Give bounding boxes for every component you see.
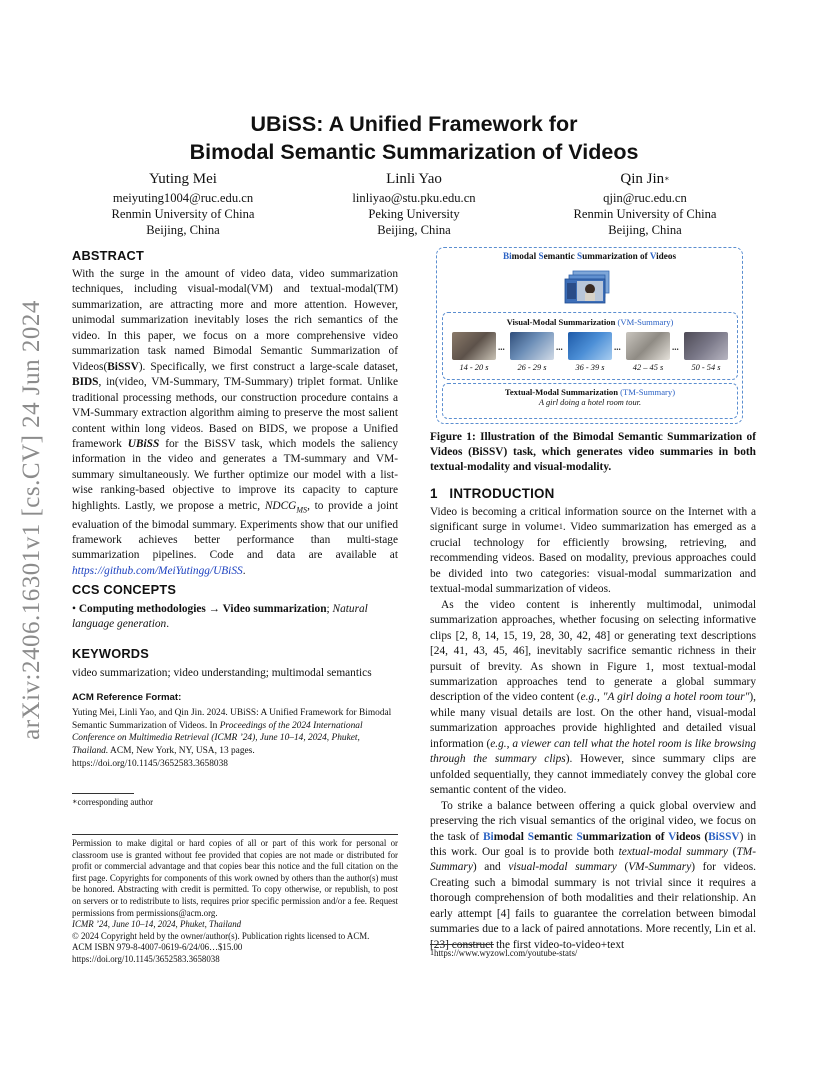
author-email: linliyao@stu.pku.edu.cn <box>352 191 476 205</box>
section-title: INTRODUCTION <box>449 486 555 501</box>
ellipsis: ... <box>498 342 505 352</box>
frame-strip <box>448 332 738 360</box>
figure-1 <box>436 247 743 424</box>
arxiv-stamp <box>14 285 50 755</box>
acm-ref-heading: ACM Reference Format: <box>72 692 182 703</box>
author-location: Beijing, China <box>608 223 682 237</box>
author-name-row <box>535 170 755 189</box>
abstract-text: ). Specifically, we first construct a large-scale dataset, <box>138 360 398 373</box>
acm-ref-text: Yuting Mei, Linli Yao, and Qin Jin. 2024. UBiSS: A Unified Framework for Bimodal Semantic Summarization of Videos. In <box>72 707 392 731</box>
metric-name: NDCG <box>264 499 297 512</box>
tm-title-text: Textual-Modal Summarization <box>504 387 621 397</box>
intro-text: ) in this work. Our goal is to provide both <box>430 830 757 858</box>
title-highlight: Bi <box>502 251 512 261</box>
acm-ref-proceedings: Proceedings of the 2024 International Conference on Multimedia Retrieval (ICMR ’24), June 10–14, 2024, Phuket, Thailand. <box>72 720 363 757</box>
footnote-url[interactable]: https://www.wyzowl.com/youtube-stats/ <box>434 948 578 958</box>
abstract-heading: ABSTRACT <box>72 248 144 263</box>
isbn-line: ACM ISBN 979-8-4007-0619-6/24/06…$15.00 <box>72 942 243 953</box>
frame-time-label: 50 - 54 s <box>691 363 721 372</box>
author-affiliation: Peking University <box>368 207 460 221</box>
task-highlight: V <box>668 830 676 843</box>
permission-text: Permission to make digital or hard copies of all or part of this work for personal or classroom use is granted without fee provided that copies are not made or distributed for profit or commercial advantage and that copies bear this notice and the full citation on the first page. Copyrights for components of this work owned by others than the author(s) must be honored. Abstracting with credit is permitted. To copy otherwise, or republish, to post on servers or to redistribute to lists, requires prior specific permission and/or a fee. Request permissions from permissions@acm.org. <box>72 838 398 918</box>
author-name: Linli Yao <box>386 171 442 187</box>
title-text: ummarization of <box>582 251 650 261</box>
intro-text: ) for videos. Creating such a bimodal summary is not trivial since it requires a thorough comprehension of both modalities and their relationship. An early attempt [4] fails to guarantee the correlation between bimodal summaries due to a lack of paired annotations. More recently, Lin et al. [23] construct the first video-to-video+text <box>430 861 756 951</box>
author-2 <box>304 170 524 238</box>
task-name: ummarization of <box>582 830 669 843</box>
keywords-section <box>72 646 398 681</box>
section-number: 1 <box>430 486 438 501</box>
ccs-separator: ; <box>326 603 333 615</box>
conference-line: ICMR ’24, June 10–14, 2024, Phuket, Thailand <box>72 919 242 930</box>
figure-title <box>437 251 742 261</box>
abstract-body <box>72 267 398 579</box>
title-highlight: S <box>538 251 544 261</box>
author-affiliation: Renmin University of China <box>111 207 255 221</box>
task-name: ideos ( <box>675 830 709 843</box>
permission-rule <box>72 834 398 835</box>
abstract-section <box>72 248 398 579</box>
footnote-text: corresponding author <box>77 797 154 807</box>
abstract-bold-bissv: BiSSV <box>107 360 139 373</box>
copyright-line: © 2024 Copyright held by the owner/author(s). Publication rights licensed to ACM. <box>72 930 370 941</box>
intro-paragraph-1 <box>430 505 756 598</box>
intro-italic: VM-Summary <box>628 861 692 874</box>
footnote-ref: 1 <box>558 522 563 532</box>
ellipsis: ... <box>614 342 621 352</box>
intro-text: . Video summarization has emerged as a crucial technology for efficiently browsing, retrieving, and recommending videos. Based on modality, previous approaches could be divided into two categories: visual-modal summarization and textual-modal summarization of videos. <box>430 521 756 596</box>
footnote-mark: 1 <box>430 948 434 957</box>
acm-reference-section <box>72 692 398 771</box>
ccs-section <box>72 582 398 633</box>
title-line-1: UBiSS: A Unified Framework for <box>250 112 578 136</box>
ellipsis: ... <box>672 342 679 352</box>
intro-paragraph-3 <box>430 799 756 954</box>
footnote-rule <box>72 793 134 794</box>
footnote-mark: ∗ <box>72 797 78 806</box>
code-link[interactable]: https://github.com/MeiYutingg/UBiSS <box>72 564 243 577</box>
acm-ref-text: ACM, New York, NY, USA, 13 pages. https://doi.org/10.1145/3652583.3658038 <box>72 746 255 769</box>
url-footnote <box>430 948 756 960</box>
abstract-text: With the surge in the amount of video data, video summarization techniques, including visual-modal(VM) and textual-modal(TM) summarization, are attracting more and more attention. However, unimodal summarization inevitably loses the rich semantics of the video. In this paper, we focus on a more comprehensive video summarization task named Bimodal Semantic Summarization of Videos( <box>72 268 398 373</box>
permission-block <box>72 838 398 966</box>
vm-summary-box <box>442 312 738 380</box>
corresponding-mark: ∗ <box>664 174 670 183</box>
author-3 <box>535 170 755 238</box>
task-highlight: S <box>576 830 583 843</box>
intro-italic: e.g., "A girl doing a hotel room tour" <box>580 691 750 704</box>
task-highlight: S <box>527 830 535 843</box>
intro-text: ( <box>616 861 629 874</box>
author-affiliation: Renmin University of China <box>573 207 717 221</box>
title-highlight: V <box>649 251 657 261</box>
task-name: emantic <box>534 830 577 843</box>
abstract-text: . <box>242 564 246 577</box>
intro-italic: TM-Summary <box>430 845 756 874</box>
ccs-concept: Computing methodologies → Video summarization <box>78 603 327 615</box>
frame-time-label: 36 - 39 s <box>575 363 605 372</box>
intro-text: Video is becoming a critical information source on the Internet with a significant surge in volume <box>430 506 756 534</box>
keywords-heading: KEYWORDS <box>72 646 149 661</box>
title-line-2: Bimodal Semantic Summarization of Videos <box>189 140 639 164</box>
abstract-bold-bids: BIDS <box>72 376 99 389</box>
task-acronym: BiSSV <box>708 830 740 843</box>
intro-text: To strike a balance between offering a quick global overview and preserving the rich visual semantics of the original video, we focus on the task of <box>430 799 756 843</box>
ccs-heading: CCS CONCEPTS <box>72 582 177 597</box>
ccs-body <box>72 602 398 633</box>
vm-title-text: Visual-Modal Summarization <box>506 317 618 327</box>
introduction-section <box>430 486 756 953</box>
video-frame <box>626 332 670 360</box>
keywords-body: video summarization; video understanding; multimodal semantics <box>72 667 372 679</box>
author-email: qjin@ruc.edu.cn <box>603 191 687 205</box>
vm-summary-title <box>443 317 737 327</box>
frame-time-label: 14 - 20 s <box>459 363 489 372</box>
title-highlight: S <box>576 251 583 261</box>
intro-text: ( <box>727 845 737 858</box>
intro-body <box>430 505 756 953</box>
figure-caption: Figure 1: Illustration of the Bimodal Semantic Summarization of Videos (BiSSV) task, which generates video summaries in both textual-modality and visual-modality. <box>430 431 756 474</box>
task-name: modal <box>493 830 528 843</box>
video-frame <box>452 332 496 360</box>
tm-tag: (TM-Summary) <box>620 387 676 397</box>
abstract-text: , to provide a joint evaluation of the bimodal summary. Experiments show that our unified framework achieves better performance than multi-stage summarization pipelines. Code and data are available at <box>72 499 399 562</box>
author-location: Beijing, China <box>377 223 451 237</box>
intro-paragraph-2 <box>430 598 756 799</box>
task-highlight: Bi <box>482 830 494 843</box>
title-text: modal <box>511 251 539 261</box>
intro-heading <box>430 486 756 501</box>
title-text: emantic <box>543 251 577 261</box>
tm-summary-text: A girl doing a hotel room tour. <box>538 398 642 407</box>
author-name: Qin Jin <box>620 171 665 187</box>
metric-subscript: MS <box>296 505 308 515</box>
abstract-text: for the BiSSV task, which models the saliency information in the video and generates a TM-summary and VM-summary simultaneously. We further optimize our model with a list-wise ranking-based objective to improve its capacity to capture highlights. Lastly, we propose a metric, <box>72 437 398 512</box>
frame-time-label: 26 - 29 s <box>517 363 547 372</box>
abstract-text: , in(video, VM-Summary, TM-Summary) triplet format. Unlike traditional processing methods, our construction procedure contains a VM-Summary extraction algorithm aiming to preserve the most salient content within long videos. Based on BIDS, we propose a Unified framework <box>72 376 398 450</box>
video-frame <box>568 332 612 360</box>
video-frame <box>684 332 728 360</box>
corresponding-footnote <box>72 797 398 809</box>
ccs-bullet: • <box>72 603 76 615</box>
intro-italic: textual-modal summary <box>618 845 728 858</box>
ccs-subconcept: Natural language generation <box>72 603 368 631</box>
intro-italic: e.g., a viewer can tell what the hotel room is like browsing through the summary clips <box>430 737 756 766</box>
intro-text: As the video content is inherently multimodal, unimodal summarization approaches, whether focusing on selecting informative clips [2, 8, 14, 15, 19, 28, 30, 42, 48] or generating text descriptions [24, 41, 43, 45, 46], inevitably sacrifice semantic richness in their pursuit of brevity. As shown in Figure 1, most textual-modal summarization approaches tend to generate a global summary description of the video content ( <box>430 598 756 704</box>
intro-italic: visual-modal summary <box>508 861 617 874</box>
paper-title <box>70 110 758 166</box>
arxiv-stamp-text: arXiv:2406.16301v1 [cs.CV] 24 Jun 2024 <box>18 300 45 740</box>
title-text: ideos <box>656 251 677 261</box>
author-location: Beijing, China <box>146 223 220 237</box>
author-email: meiyuting1004@ruc.edu.cn <box>112 191 254 205</box>
ccs-end: . <box>166 618 170 631</box>
intro-text: ). However, since summary clips are unfolded sequentially, they cannot immediately convey the global core semantic content of the video. <box>430 753 756 797</box>
author-name: Yuting Mei <box>149 171 217 187</box>
footnote-rule <box>430 944 494 945</box>
intro-text: ), while many visual details are lost. On the other hand, visual-modal summarization approaches provide highlighted and detailed visual information ( <box>430 691 757 750</box>
acm-ref-body <box>72 707 398 771</box>
frame-time-label: 42 – 45 s <box>632 363 664 372</box>
tm-summary-title <box>443 387 737 397</box>
video-frame <box>510 332 554 360</box>
author-1 <box>73 170 293 238</box>
intro-text: ) and <box>472 861 509 874</box>
abstract-bold-ubiss: UBiSS <box>127 437 160 450</box>
video-stack-icon <box>563 269 615 307</box>
doi-line[interactable]: https://doi.org/10.1145/3652583.3658038 <box>72 953 220 964</box>
tm-summary-box <box>442 383 738 419</box>
ellipsis: ... <box>556 342 563 352</box>
vm-tag: (VM-Summary) <box>617 317 674 327</box>
